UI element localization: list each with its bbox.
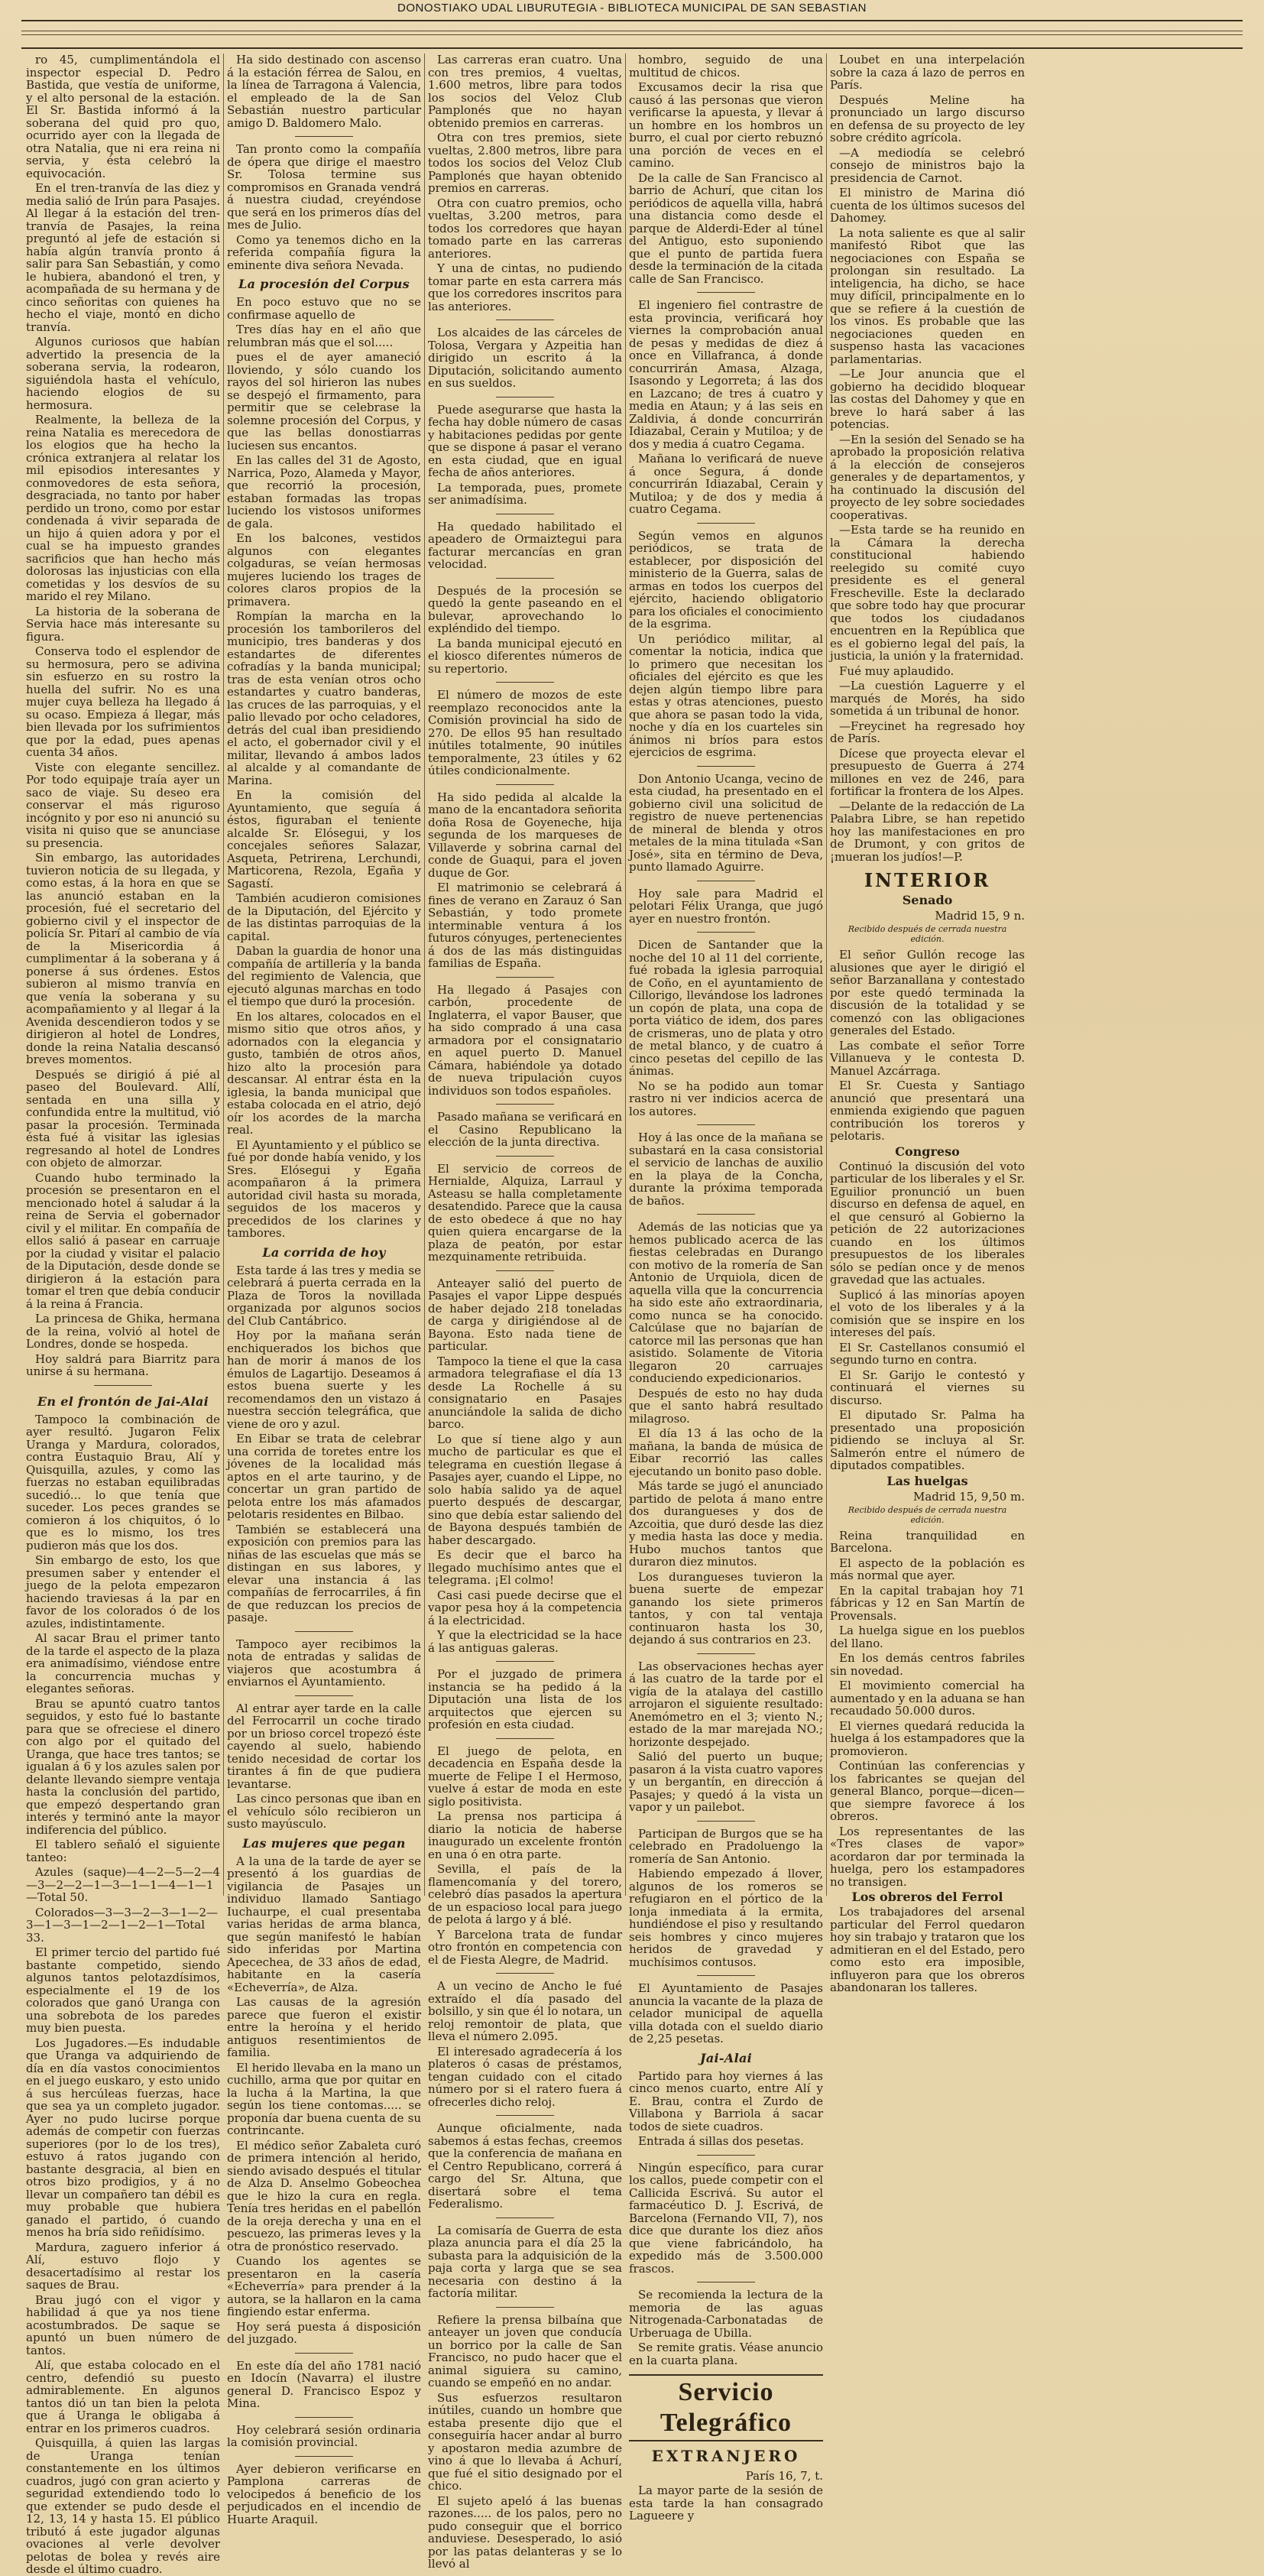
article-paragraph: La banda municipal ejecutó en el kiosco diferentes números de su repertorio. [428, 636, 622, 676]
article-paragraph: El viernes quedará reducida la huelga á los estampadores que la promovieron. [830, 1718, 1025, 1758]
article-paragraph: Ayer debieron verificarse en Pamplona carreras de velocipedos á beneficio de los perjudicados en el incendio de Huarte Araquil. [227, 2461, 421, 2526]
article-paragraph: De la calle de San Francisco al barrio de Achurí, que citan los periódicos de aquella villa, habrá una distancia como desde el parque de Alderdi-Eder al túnel del Antiguo, esto suponiendo que el punto de partida fuera desde la terminación de la citada calle de San Francisco. [629, 170, 823, 286]
article-paragraph: Partido para hoy viernes á las cinco menos cuarto, entre Alí y E. Brau, contra el Zurdo de Villabona y Barriola á sacar todos de siete cuadros. [629, 2068, 823, 2133]
subsection-heading: Los obreros del Ferrol [851, 1890, 1003, 1904]
article-separator [428, 1734, 622, 1742]
article-paragraph: Casi casi puede decirse que el vapor pesa hoy á la competencia á la electricidad. [428, 1588, 622, 1627]
article-paragraph: El Ayuntamiento de Pasajes anuncia la vacante de la plaza de celador municipal de aquella villa dotada con el sueldo diario de 2,25 pesetas. [629, 1981, 823, 2046]
article-paragraph: Tres días hay en el año que relumbran más que el sol..... [227, 323, 421, 349]
article-paragraph: Después se dirigió á pié al paseo del Boulevard. Allí, sentada en una silla y confundida entre la multitud, vió pasar la procesión. Terminada ésta fué á visitar las iglesias regresando al hotel de Londres con objeto de almorzar. [26, 1067, 220, 1170]
masthead-rule-inner [21, 31, 1243, 35]
column-3 [425, 53, 626, 2571]
article-paragraph: Fué muy aplaudido. [839, 663, 954, 678]
article-paragraph: La nota saliente es que al salir manifestó Ribot que las negociaciones con España se prolongan sin resultado. La inteligencia, ha dicho, se hace muy difícil, principalmente en lo que se refiere á la cuestión de los vinos. Es probable que las negociaciones queden en suspenso hasta las vacaciones parlamentarias. [830, 225, 1025, 366]
article-paragraph: hombro, seguido de una multitud de chicos. [629, 53, 823, 79]
article-paragraph: Sevilla, el país de la flamencomanía y del torero, celebró días pasados la apertura de un espacioso local para juego de pelota á largo y á blé. [428, 1862, 622, 1926]
article-separator [428, 393, 622, 401]
article-separator [428, 2303, 622, 2311]
article-paragraph: Realmente, la belleza de la reina Natalia es merecedora de los elogios que ha hecho la crónica extranjera al relatar los mil episodios interesantes y conmovedores de esta señora, desgraciada, no tanto por haber perdido un trono, como por estar condenada á vivir separada de un hijo á quien adora y por el cual se ha impuesto grandes sacrificios que han hecho más dolorosas las injusticias con ella cometidas y los desvíos de su marido el rey Milano. [26, 413, 220, 603]
article-separator [629, 928, 823, 936]
article-paragraph: La mayor parte de la sesión de esta tarde la han consagrado Lagueere y [629, 2484, 823, 2522]
article-paragraph: El herido llevaba en la mano un cuchillo, arma que por quitar en la lucha á la Martina, la que según los tiene contomas..... se proponía dar buena cuenta de su contrincante. [227, 2060, 421, 2137]
article-paragraph: En los altares, colocados en el mismo sitio que otros años, y adornados con la elegancia y gusto, también de otros años, hizo alto la procesión para descansar. Al entrar ésta en la iglesia, la banda municipal que estaba colocada en el atrio, dejó oír los acordes de la marcha real. [227, 1009, 421, 1137]
article-paragraph: A la una de la tarde de ayer se presentó á los guardias de vigilancia de Pasajes un individuo llamado Santiago Iuchaurpe, el cual presentaba varias heridas de arma blanca, que según manifestó le habían sido inferidas por Martina Apecechea, de 33 años de edad, habitante en la casería «Echeverría», de Alza. [227, 1854, 421, 1994]
article-paragraph: Otra con tres premios, siete vueltas, 2.800 metros, libre para todos los socios del Veloz Club Pamplonés que hayan obtenido premios en carreras. [428, 131, 622, 195]
article-paragraph: Sus esfuerzos resultaron inútiles, cuando un hombre que estaba presente dijo que el conseguiría hacer andar al burro y apostaron media azumbre de vino á que lo llevaba á Achurí, que fué el sitio designado por el chico. [428, 2390, 622, 2493]
telegraph-banner: Servicio Telegráfico [629, 2374, 823, 2441]
article-paragraph: El matrimonio se celebrará á fines de verano en Zarauz ó San Sebastián, y todo promete interminable ventura á los futuros cónyuges, pertenecientes á dos de las más distinguidas familias de España. [428, 881, 622, 970]
article-paragraph: El Sr. Garijo le contestó y continuará el viernes su discurso. [830, 1367, 1025, 1407]
subsection-heading: Senado [902, 893, 953, 907]
column-5 [827, 53, 1028, 1994]
article-paragraph: Azules (saque)—4—2—5—2—4—3—2—2—1—3—1—1—4—1—1—Total 50. [26, 1865, 220, 1904]
article-paragraph: Después Meline ha pronunciado un largo discurso en defensa de su proyecto de ley sobre crédito agrícola. [830, 92, 1025, 144]
article-separator [227, 2452, 421, 2460]
article-paragraph: Don Antonio Ucanga, vecino de esta ciudad, ha presentado en el gobierno civil una solicitud de registro de nueve pertenencias de mineral de blenda y otros metales de la mina titulada «San José», sita en término de Deva, punto llamado Aguirre. [629, 771, 823, 874]
article-paragraph: Esta tarde á las tres y media se celebrará á puerta cerrada en la Plaza de Toros la novillada organizada por algunos socios del Club Cantábrico. [227, 1263, 421, 1328]
article-paragraph: En las calles del 31 de Agosto, Narrica, Pozo, Alameda y Mayor, que recorrió la procesión, estaban formadas las tropas luciendo los vistosos uniformes de gala. [227, 453, 421, 530]
article-separator [428, 1969, 622, 1977]
article-paragraph: Algunos curiosos que habían advertido la presencia de la soberana servia, la rodearon, siguiéndola hasta el vehículo, haciendo elogios de su hermosura. [26, 335, 220, 412]
article-paragraph: Dícese que proyecta elevar el presupuesto de Guerra á 274 millones en vez de 246, para fortificar la frontera de los Alpes. [830, 746, 1025, 798]
article-paragraph: El Sr. Cuesta y Santiago anunció que presentará una enmienda exigiendo que paguen contribución los toreros y pelotaris. [830, 1079, 1025, 1143]
article-paragraph: El Ayuntamiento y el público se fué por donde había venido, y los Sres. Elósegui y Egaña acompañaron á la primera autoridad civil hasta su morada, seguidos de los maceros y precedidos de los clarines y tambores. [227, 1137, 421, 1240]
article-paragraph: La historia de la soberana de Servia hace más interesante su figura. [26, 604, 220, 644]
article-separator [428, 2214, 622, 2221]
article-separator [629, 1210, 823, 1218]
article-paragraph: Tan pronto como la compañía de ópera que dirige el maestro Sr. Tolosa termine sus compromisos en Granada vendrá á nuestra ciudad, creyéndose que será en los primeros días del mes de Julio. [227, 142, 421, 232]
article-paragraph: Al entrar ayer tarde en la calle del Ferrocarril un coche tirado por un brioso corcel tropezó éste cayendo al suelo, habiendo tenido necesidad de cortar los tirantes á fin de que pudiera levantarse. [227, 1701, 421, 1791]
article-paragraph: Es decir que el barco ha llegado muchísimo antes que el telegrama. ¡El colmo! [428, 1548, 622, 1587]
article-separator [428, 1152, 622, 1160]
article-paragraph: En los balcones, vestidos algunos con elegantes colgaduras, se veían hermosas mujeres luciendo los trages de colores claros propios de la primavera. [227, 531, 421, 608]
article-paragraph: En la capital trabajan hoy 71 fábricas y 12 en San Martín de Provensals. [830, 1583, 1025, 1623]
article-paragraph: Quisquilla, á quien las largas de Uranga tenían constantemente en los últimos cuadros, jugó con gran acierto y seguridad extendiendo todo lo que extender se pudo desde el 12, 13, 14 y hasta 15. El público tributó á este jugador algunas ovaciones al verle devolver pelotas de bolea y revés aire desde el último cuadro. [26, 2436, 220, 2576]
article-paragraph: El primer tercio del partido fué bastante competido, siendo algunos tantos pelotazdísimos, especialmente el 19 de los colorados que ganó Uranga con una sobrebota de los paredes muy bien puesta. [26, 1945, 220, 2035]
article-paragraph: Cuando hubo terminado la procesión se presentaron en el mencionado hotel á saludar á la reina de Servia el gobernador civil y el militar. En compañía de ellos salió á pasear en carruaje por la ciudad y visitar el palacio de la Diputación, desde donde se dirigieron á la estación para tomar el tren que debía conducir á la reina á Francia. [26, 1170, 220, 1311]
article-separator [629, 1817, 823, 1825]
article-paragraph: Brau se apuntó cuatro tantos seguidos, y esto fué lo bastante para que se ofreciese el dinero con algo por el quitado del Uranga, que hace tres tantos; se igualan á 6 y los azules salen por delante llevando siempre ventaja hasta la conclusión del partido, que empezó despertando gran interés y terminó ante la mayor indiferencia del público. [26, 1696, 220, 1837]
article-paragraph: —A mediodía se celebró consejo de ministros bajo la presidencia de Carnot. [830, 145, 1025, 185]
article-paragraph: Las cinco personas que iban en el vehículo sólo recibieron un susto mayúsculo. [227, 1792, 421, 1831]
article-separator [428, 574, 622, 582]
article-paragraph: Excusamos decir la risa que causó á las personas que vieron verificarse la apuesta, y llevar á un hombre en los hombros un burro, el cual por cierto rebuznó una porción de veces en el camino. [629, 80, 823, 170]
article-paragraph: Hoy será puesta á disposición del juzgado. [227, 2319, 421, 2346]
article-separator [227, 1627, 421, 1635]
article-paragraph: Los representantes de las «Tres clases de vapor» acordaron dar por terminada la huelga, pero los estampadores no transigen. [830, 1824, 1025, 1889]
article-paragraph: Las observaciones hechas ayer á las cuatro de la tarde por el vigía de la atalaya del castillo arrojaron el siguiente resultado: Anemómetro en el 3; viento N.; estado de la mar marejada NO.; horizonte despejado. [629, 1659, 823, 1749]
article-paragraph: Un periódico militar, al comentar la noticia, indica que lo primero que necesitan los oficiales del ejército es que les dejen algún tiempo libre para estas y otras atenciones, puesto que ahora se pasan todo la vida, noche y día en los cuarteles sin ánimos ni bríos para estos ejercicios de esgrima. [629, 631, 823, 759]
edition-note: Recibido después de cerrada nuestra edición. [848, 1504, 1007, 1525]
article-paragraph: Alí, que estaba colocado en el centro, defendió su puesto admirablemente. En algunos tantos dió un tan bien la pelota que á Uranga le obligaba á entrar en los primeros cuadros. [26, 2358, 220, 2435]
article-paragraph: Sin embargo, las autoridades tuvieron noticia de su llegada, y como estas, á la hora en que se las anunció estaban en la procesión, fué el secretario del gobierno civil y el inspector de policía Sr. Pitarí al cambio de vía de la Misericordia á cumplimentar á la soberana y á ponerse á sus órdenes. Estos subieron al mismo tranvía en que venía la soberana y su acompañamiento y al llegar á la Avenida descendieron todos y se dirigieron al hotel de Londres, donde la reina Natalia descansó breves momentos. [26, 851, 220, 1066]
section-heading: INTERIOR [864, 869, 991, 891]
article-paragraph: El número de mozos de este reemplazo reconocidos ante la Comisión provincial ha sido de 270. De ellos 95 han resultado inútiles totalmente, 90 inútiles temporalmente, 23 útiles y 62 útiles condicionalmente. [428, 688, 622, 777]
article-separator [428, 316, 622, 323]
article-paragraph: El tablero señaló el siguiente tanteo: [26, 1838, 220, 1864]
article-paragraph: Refiere la prensa bilbaína que anteayer un joven que conducía un borrico por la calle de San Francisco, no pudo hacer que el animal siguiera su camino, cuando se empeñó en no andar. [428, 2312, 622, 2389]
article-paragraph: Ha sido pedida al alcalde la mano de la encantadora señorita doña Rosa de Goyeneche, hija segunda de los marqueses de Villaverde y sobrina carnal del conde de Guaqui, para el joven duque de Gor. [428, 790, 622, 880]
article-separator [428, 780, 622, 788]
article-paragraph: Las causas de la agresión parece que fueron el existir entre la heroína y el herido antiguos resentimientos de familia. [227, 1995, 421, 2059]
article-paragraph: El ministro de Marina dió cuenta de los últimos sucesos del Dahomey. [830, 186, 1025, 225]
article-paragraph: Participan de Burgos que se ha celebrado en Pradoluengo la romería de San Antonio. [629, 1826, 823, 1866]
article-paragraph: El sujeto apeló á las buenas razones..... de los palos, pero no pudo conseguir que el borrico anduviese. Desesperado, lo asió por las patas delanteras y se lo llevó al [428, 2493, 622, 2571]
article-paragraph: El ingeniero fiel contrastre de esta provincia, verificará hoy viernes la comprobación anual de pesas y medidas de diez á once en Villafranca, á donde concurrirán Amasa, Alzaga, Isasondo y Legorreta; á las dos en Lazcano; de tres á cuatro y media en Ataun; y á las seis en Zaldivia, á donde concurrirán Idiazabal, Cerain y Mutiloa; y de dos y media á cuatro Cegama. [629, 298, 823, 451]
article-separator [629, 288, 823, 296]
article-heading: Jai-Alai [700, 2050, 752, 2065]
article-paragraph: También acudieron comisiones de la Diputación, del Ejército y de las distintas parroquias de la capital. [227, 891, 421, 943]
article-paragraph: Ha llegado á Pasajes con carbón, procedente de Inglaterra, el vapor Bauser, que ha sido comprado á una casa armadora por el consignatario en aquel puerto D. Manuel Cámara, habiéndole ya dotado de nueva tripulación cuyos individuos son todos españoles. [428, 982, 622, 1098]
article-heading: En el frontón de Jai-Alai [37, 1393, 209, 1409]
article-paragraph: En poco estuvo que no se confirmase aquello de [227, 295, 421, 322]
article-paragraph: Las combate el señor Torre Villanueva y le contesta D. Manuel Azcárraga. [830, 1038, 1025, 1078]
article-paragraph: Tampoco ayer recibimos la nota de entradas y salidas de viajeros que acostumbra á enviarnos el Ayuntamiento. [227, 1637, 421, 1689]
masthead-rule [21, 20, 1243, 49]
article-paragraph: El señor Gullón recoge las alusiones que ayer le dirigió el señor Barzanallana y contestado por este quedó terminada la discusión de la totalidad y se comenzó con las obligaciones generales del Estado. [830, 948, 1025, 1037]
article-paragraph: Brau jugó con el vigor y habilidad á que ya nos tiene acostumbrados. De saque se apuntó un buen número de tantos. [26, 2292, 220, 2357]
article-paragraph: —Delante de la redacción de La Palabra Libre, se han repetido hoy las manifestaciones en pro de Drumont, y con gritos de ¡mueran los judíos!—P. [830, 799, 1025, 864]
article-separator [428, 1100, 622, 1108]
article-paragraph: Hoy saldrá para Biarritz para unirse á su hermana. [26, 1351, 220, 1378]
article-paragraph: También se establecerá una exposición con premios para las niñas de las escuelas que más se distingan en sus labores, y elevar una instancia á las compañías de ferrocarriles, á fin de que reduzcan los precios de pasaje. [227, 1522, 421, 1624]
article-paragraph: Anteayer salió del puerto de Pasajes el vapor Lippe después de haber dejado 218 toneladas de carga y dirigiéndose al de Bayona. Esto nada tiene de particular. [428, 1276, 622, 1353]
article-paragraph: Como ya tenemos dicho en la referida compañía figura la eminente diva señora Nevada. [227, 232, 421, 272]
article-paragraph: Al sacar Brau el primer tanto de la tarde el aspecto de la plaza era animadísimo, viéndose entre la concurrencia muchas y elegantes señoras. [26, 1631, 220, 1695]
article-paragraph: Dicen de Santander que la noche del 10 al 11 del corriente, fué robada la iglesia parroquial de Coño, en el ayuntamiento de Cillorigo, llevándose los ladrones un copón de plata, una copa de porta viático de idem, dos pares de crismeras, uno de plata y otro de metal blanco, y de cuatro á cinco pesetas del cepillo de las ánimas. [629, 938, 823, 1078]
article-paragraph: La huelga sigue en los pueblos del llano. [830, 1624, 1025, 1650]
article-heading: Las mujeres que pegan [242, 1835, 406, 1851]
article-paragraph: Daban la guardia de honor una compañía de artillería y la banda del regimiento de Valencia, que ejecutó algunas marchas en todo el tiempo que duró la procesión. [227, 944, 421, 1008]
article-paragraph: Después de la procesión se quedó la gente paseando en el bulevar, aprovechando lo expléndido del tiempo. [428, 583, 622, 635]
article-paragraph: Mañana lo verificará de nueve á once Segura, á donde concurrirán Idiazabal, Cerain y Mutiloa; y de dos y media á cuatro Cegama. [629, 452, 823, 516]
column-4 [626, 53, 827, 2522]
article-separator [227, 2413, 421, 2421]
article-separator [428, 510, 622, 517]
article-separator [428, 1267, 622, 1274]
section-heading: EXTRANJERO [651, 2447, 801, 2465]
article-paragraph: Hoy á las once de la mañana se subastará en la casa consistorial el servicio de lanchas de auxilio en la playa de la Concha, durante la próxima temporada de baños. [629, 1131, 823, 1208]
article-separator [629, 2278, 823, 2286]
column-1 [23, 53, 224, 2576]
article-heading: La procesión del Corpus [238, 277, 410, 291]
article-paragraph: En Eibar se trata de celebrar una corrida de toretes entre los jóvenes de la localidad más aptos en el arte taurino, y de concertar un gran partido de pelota entre los más afamados pelotaris residentes en Bilbao. [227, 1432, 421, 1521]
article-separator [227, 1692, 421, 1699]
article-separator [629, 877, 823, 884]
article-paragraph: ro 45, cumplimentándola el inspector especial D. Pedro Bastida, que vestía de uniforme, y el alto personal de la estación. El Sr. Bastida informó á la soberana del quid pro quo, ocurrido ayer con la llegada de otra Natalia, que ni era reina ni servia, y ésta celebró la equivocación. [26, 53, 220, 180]
article-paragraph: Mardura, zaguero inferior á Alí, estuvo flojo y desacertadísimo al restar los saques de Brau. [26, 2240, 220, 2292]
article-paragraph: —Esta tarde se ha reunido en la Cámara la derecha constitucional habiendo reelegido su comité cuyo presidente es el general Frescheville. Este la declarado que sobre todo hay que procurar que todos los ciudadanos encuentren en la República que es el gobierno legal del país, la justicia, la unión y la fraternidad. [830, 523, 1025, 663]
article-paragraph: La temporada, pues, promete ser animadísima. [428, 480, 622, 507]
article-separator [428, 2111, 622, 2119]
article-paragraph: Entrada á sillas dos pesetas. [638, 2134, 804, 2148]
article-paragraph: Y que la electricidad se la hace á las antiguas galeras. [428, 1628, 622, 1655]
archive-header: DONOSTIAKO UDAL LIBURUTEGIA - BIBLIOTECA MUNICIPAL DE SAN SEBASTIAN [397, 2, 867, 15]
article-paragraph: Y una de cintas, no pudiendo tomar parte en esta carrera más que los corredores inscritos para las anteriores. [428, 261, 622, 313]
article-paragraph: Otra con cuatro premios, ocho vueltas, 3.200 metros, para todos los corredores que hayan tomado parte en las carreras anteriores. [428, 196, 622, 261]
article-paragraph: En los demás centros fabriles sin novedad. [830, 1651, 1025, 1678]
dateline: París 16, 7, t. [745, 2469, 823, 2483]
article-paragraph: Después de esto no hay duda que el santo habrá resultado milagroso. [629, 1386, 823, 1426]
article-paragraph: Los trabajadores del arsenal particular del Ferrol quedaron hoy sin trabajo y trataron que los admitieran en el del Estado, pero como esto era imposible, influyeron para que los obreros abandonaran los talleres. [830, 1905, 1025, 1994]
article-paragraph: El juego de pelota, en decadencia en España desde la muerte de Felipe I el Hermoso, vuelve á estar de moda en este siglo positivista. [428, 1744, 622, 1809]
article-paragraph: —En la sesión del Senado se ha aprobado la proposición relativa á la elección de consejeros generales y de departamentos, y ha continuado la discusión del proyecto de ley sobre sociedades cooperativas. [830, 432, 1025, 522]
article-paragraph: En este día del año 1781 nació en Idocín (Navarra) el ilustre general D. Francisco Espoz y Mina. [227, 2358, 421, 2410]
dateline: Madrid 15, 9 n. [935, 909, 1025, 923]
dateline: Madrid 15, 9,50 m. [912, 1489, 1025, 1504]
article-paragraph: Continuó la discusión del voto particular de los liberales y el Sr. Eguilior pronunció un buen discurso en defensa de aquel, en el que censuró al Gobierno la petición de 22 autorizaciones cuando en los últimos presupuestos de los liberales sólo se pedían once y de menos gravedad que las actuales. [830, 1159, 1025, 1286]
article-heading: La corrida de hoy [262, 1244, 386, 1260]
article-separator [227, 2349, 421, 2357]
edition-note: Recibido después de cerrada nuestra edición. [848, 924, 1007, 944]
article-paragraph: En la comisión del Ayuntamiento, que seguía á éstos, figuraban el teniente alcalde Sr. Elósegui, y los concejales señores Salazar, Asqueta, Petrirena, Lerchundi, Marticorena, Rezola, Egaña y Sagastí. [227, 788, 421, 891]
article-separator [629, 2151, 823, 2159]
article-separator [428, 678, 622, 686]
article-paragraph: Puede asegurarse que hasta la fecha hay doble número de casas y habitaciones pedidas por gente que se dispone á pasar el verano en esta ciudad, que en igual fecha de años anteriores. [428, 402, 622, 479]
article-paragraph: El interesado agradecería á los plateros ó casas de préstamos, tengan cuidado con el citado número por si el ratero fuera á ofrecerles dicho reloj. [428, 2044, 622, 2109]
article-paragraph: Se recomienda la lectura de la memoria de las aguas Nitrogenada-Carbonatadas de Urberuaga de Ubilla. [629, 2288, 823, 2340]
article-paragraph: Y Barcelona trata de fundar otro frontón en competencia con el de Fiesta Alegre, de Madrid. [428, 1927, 622, 1967]
article-paragraph: Por el juzgado de primera instancia se ha pedido á la Diputación una lista de los arquitectos que ejercen su profesión en esta ciudad. [428, 1667, 622, 1731]
article-paragraph: El día 13 á las ocho de la mañana, la banda de música de Eibar recorrió las calles ejecutando un bonito paso doble. [629, 1426, 823, 1478]
article-paragraph: pues el de ayer amaneció lloviendo, y sólo cuando los rayos del sol hirieron las nubes se despejó el firmamento, para permitir que se celebrase la solemne procesión del Corpus, y que las bellas donostiarras luciesen sus encantos. [227, 350, 421, 453]
article-paragraph: Los alcaides de las cárceles de Tolosa, Vergara y Azpeitia han dirigido un escrito á la Diputación, solicitando aumento en sus sueldos. [428, 326, 622, 390]
article-paragraph: En el tren-tranvía de las diez y media salió de Irún para Pasajes. Al llegar á la estación del tren-tranvía de Pasajes, la reina preguntó al jefe de estación si había algún tranvía pronto á salir para San Sebastián, y como le hubiera, abandonó el tren, y acompañada de su hermana y de cinco señoritas con quienes ha hecho el viaje, montó en dicho tranvía. [26, 181, 220, 334]
article-paragraph: Los Jugadores.—Es indudable que Uranga va adquiriendo de día en día vastos conocimientos en el juego euskaro, y esto unido á sus hercúleas fuerzas, hace que sea ya un completo jugador. Ayer no pudo lucirse porque además de competir con fuerzas superiores (por lo de los tres), estuvo á ratos jugando con bastante desgracia, al bien en otros bizo prodigios, y á no llevar un compañero tan débil es muy probable que hubiera ganado el partido, ó cuando menos ha bría sido reñidísimo. [26, 2036, 220, 2239]
subsection-heading: Congreso [895, 1144, 960, 1159]
article-paragraph: Además de las noticias que ya hemos publicado acerca de las fiestas celebradas en Durango con motivo de la romería de San Antonio de Urquiola, dicen de aquella villa que la concurrencia ha sido este año extraordinaria, como nunca se ha conocido. Calcúlase que no bajarían de catorce mil las personas que han asistido. Solamente de Vitoria llegaron 20 carruajes conduciendo expedicionarios. [629, 1220, 823, 1385]
article-paragraph: El movimiento comercial ha aumentado y en la aduana se han recaudado 50.000 duros. [830, 1679, 1025, 1718]
article-paragraph: A un vecino de Ancho le fué extraído el día pasado del bolsillo, y sin que él lo notara, un reloj remontoir de plata, que lleva el número 2.095. [428, 1979, 622, 2043]
article-paragraph: Según vemos en algunos periódicos, se trata de establecer, por disposición del ministerio de la Guerra, salas de armas en todos los cuerpos del ejército, haciendo obligatorio para los oficiales el conocimiento de la esgrima. [629, 528, 823, 631]
article-paragraph: Salió del puerto un buque; pasaron á la vista cuatro vapores y un bergantín, en dirección á Pasajes; y quedó á la vista un vapor y un pailebot. [629, 1750, 823, 1814]
article-separator [428, 1657, 622, 1665]
article-paragraph: Ha quedado habilitado el apeadero de Ormaiztegui para facturar mercancías en gran velocidad. [428, 519, 622, 571]
article-paragraph: Colorados—3—3—2—3—1—2—3—1—3—1—2—1—2—1—Total 33. [26, 1905, 219, 1945]
article-paragraph: Ningún específico, para curar los callos, puede competir con el Callicida Escrivá. Su autor el farmacéutico D. J. Escrivá, de Barcelona (Fernando VII, 7), nos dice que durante los diez años que viene fabricándolo, ha expedido más de 3.500.000 frascos. [629, 2160, 823, 2276]
article-paragraph: —Freycinet ha regresado hoy de París. [830, 719, 1025, 745]
article-separator [629, 1971, 823, 1979]
article-paragraph: La princesa de Ghika, hermana de la reina, volvió al hotel de Londres, donde se hospeda. [26, 1312, 220, 1351]
columns-container [23, 53, 1243, 2576]
article-separator [26, 1381, 220, 1389]
article-paragraph: La prensa nos participa á diario la noticia de haberse inaugurado un excelente frontón en una ó en otra parte. [428, 1809, 622, 1861]
article-paragraph: Tampoco la tiene el que la casa armadora telegrafiase el día 13 desde La Rochelle á su consignatario en Pasajes anunciándole la salida de dicho barco. [428, 1354, 622, 1431]
article-separator [629, 762, 823, 770]
article-paragraph: Viste con elegante sencillez. Por todo equipaje traía ayer un saco de viaje. Su deseo era conservar el más riguroso incógnito y por eso ni anunció su visita ni quiso que se anunciase su presencia. [26, 760, 220, 850]
article-paragraph: El Sr. Castellanos consumió el segundo turno en contra. [830, 1340, 1025, 1367]
article-paragraph: —La cuestión Laguerre y el marqués de Morés, ha sido sometida á un tribunal de honor. [830, 679, 1025, 718]
article-paragraph: Los durangueses tuvieron la buena suerte de empezar ganando los siete primeros tantos, y con tal ventaja continuaron hasta los 30, dejando á sus contrarios en 23. [629, 1569, 823, 1646]
article-separator [629, 1121, 823, 1128]
article-paragraph: El diputado Sr. Palma ha presentado una proposición pidiendo se incluya al Sr. Salmerón entre el número de diputados compatibles. [830, 1408, 1025, 1472]
article-paragraph: Continúan las conferencias y los fabricantes se quejan del general Blanco, porque—dicen—que siempre favorece á los obreros. [830, 1759, 1025, 1823]
article-paragraph: Ha sido destinado con ascenso á la estación férrea de Salou, en la línea de Tarragona á Valencia, el empleado de la de San Sebastián nuestro particular amigo D. Baldomero Malo. [227, 53, 421, 130]
article-paragraph: Pasado mañana se verificará en el Casino Republicano la elección de la junta directiva. [428, 1110, 622, 1149]
article-paragraph: Suplicó á las minorías apoyen el voto de los liberales y á la comisión que se inspire en los intereses del país. [830, 1287, 1025, 1339]
article-separator [629, 1650, 823, 1657]
article-paragraph: Se remite gratis. Véase anuncio en la cuarta plana. [629, 2341, 823, 2367]
article-separator [227, 132, 421, 140]
article-paragraph: Sin embargo de esto, los que presumen saber y entender el juego de la pelota empezaron haciendo traviesas á la par en favor de los colorados ó de los azules, indistintamente. [26, 1553, 220, 1630]
article-separator [428, 973, 622, 981]
article-paragraph: Hoy celebrará sesión ordinaria la comisión provincial. [227, 2422, 421, 2449]
column-2 [224, 53, 425, 2526]
article-paragraph: —Le Jour anuncia que el gobierno ha decidido bloquear las costas del Dahomey y que en breve lo hará saber á las potencias. [830, 367, 1025, 431]
article-paragraph: No se ha podido aun tomar rastro ni ver indicios acerca de los autores. [629, 1079, 823, 1118]
subsection-heading: Las huelgas [886, 1473, 968, 1488]
article-paragraph: Hoy por la mañana serán enchiquerados los bichos que han de morir á manos de los émulos de Lagartijo. Deseamos á estos buena suerte y les recomendamos den un vistazo á nuestra sección telegráfica, que viene de oro y azul. [227, 1329, 421, 1431]
article-paragraph: Tampoco la combinación de ayer resultó. Jugaron Felix Uranga y Mardura, colorados, contra Eustaquio Brau, Alí y Quisquilla, azules, y como las fuerzas no estaban equilibradas sucedió... lo que tenía que suceder. Los peces grandes se comieron á los chiquitos, ó lo que es lo mismo, los tres pudieron más que los dos. [26, 1412, 220, 1552]
article-paragraph: Hoy sale para Madrid el pelotari Félix Uranga, que jugó ayer en nuestro frontón. [629, 886, 823, 926]
article-separator [629, 519, 823, 527]
article-paragraph: Más tarde se jugó el anunciado partido de pelota á mano entre dos durangueses y dos de Azcoitia, que duró desde las diez y media hasta las doce y media. Hubo muchos tantos que duraron diez minutos. [629, 1479, 823, 1569]
article-paragraph: Las carreras eran cuatro. Una con tres premios, 4 vueltas, 1.600 metros, libre para todos los socios del Veloz Club Pamplonés que no hayan obtenido premios en carreras. [428, 53, 622, 130]
article-paragraph: Loubet en una interpelación sobre la caza á lazo de perros en París. [830, 53, 1025, 92]
article-paragraph: El aspecto de la población es más normal que ayer. [830, 1556, 1025, 1582]
article-paragraph: Lo que sí tiene algo y aun mucho de particular es que el telegrama en cuestión llegase á Pasajes ayer, cuando el Lippe, no solo había salido ya de aquel puerto después de descargar, sino que debía estar saliendo del de Bayona después también de haber descargado. [428, 1432, 622, 1547]
article-paragraph: Habiendo empezado á llover, algunos de los romeros se refugiaron en el pórtico de la lonja inmediata á la ermita, hundiéndose el piso y resultando seis hombres y cinco mujeres heridos de gravedad y muchísimos contusos. [629, 1867, 823, 1969]
article-paragraph: El médico señor Zabaleta curó de primera intención al herido, siendo avisado después el titular de Alza D. Anselmo Gobeochea que le hizo la cura en regla. Tenía tres heridas en el pabellón de la oreja derecha y una en el pescuezo, las primeras leves y la otra de pronóstico reservado. [227, 2138, 421, 2253]
article-paragraph: Aunque oficialmente, nada sabemos á estas fechas, creemos que la conferencia de mañana en el Centro Republicano, correrá á cargo del Sr. Altuna, que disertará sobre el tema Federalismo. [428, 2121, 622, 2211]
article-paragraph: La comisaría de Guerra de esta plaza anuncia para el día 25 la subasta para la adquisición de la paja corta y larga que se sea necesaria con destino á la factoría militar. [428, 2223, 622, 2300]
article-paragraph: Cuando los agentes se presentaron en la casería «Echeverría» para prender á la autora, se la hallaron en la cama fingiendo estar enferma. [227, 2254, 421, 2318]
article-paragraph: Rompían la marcha en la procesión los tamborileros del municipio, tres banderas y dos estandartes de diferentes cofradías y la banda municipal; tras de esta venían otros ocho estandartes y cuatro banderas, las cruces de las parroquias, y el palio llevado por ocho celadores, detrás del cual iban presidiendo el acto, el gobernador civil y el militar, llevando á ambos lados al alcalde y al comandante de Marina. [227, 609, 421, 787]
article-paragraph: El servicio de correos de Hernialde, Alquiza, Larraul y Asteasu se halla completamente desatendido. Parece que la causa de esto obedece á que no hay quien quiera encargarse de la plaza de peatón, por estar mezquinamente retribuida. [428, 1161, 622, 1264]
article-paragraph: Conserva todo el esplendor de su hermosura, pero se adivina sin esfuerzo en su rostro la huella del sufrir. No es una mujer cuya belleza ha llegado á su ocaso. Empieza á llegar, más bien llevada por los sufrimientos que por la edad, pues apenas cuenta 34 años. [26, 644, 220, 759]
article-paragraph: Reina tranquilidad en Barcelona. [830, 1528, 1025, 1555]
